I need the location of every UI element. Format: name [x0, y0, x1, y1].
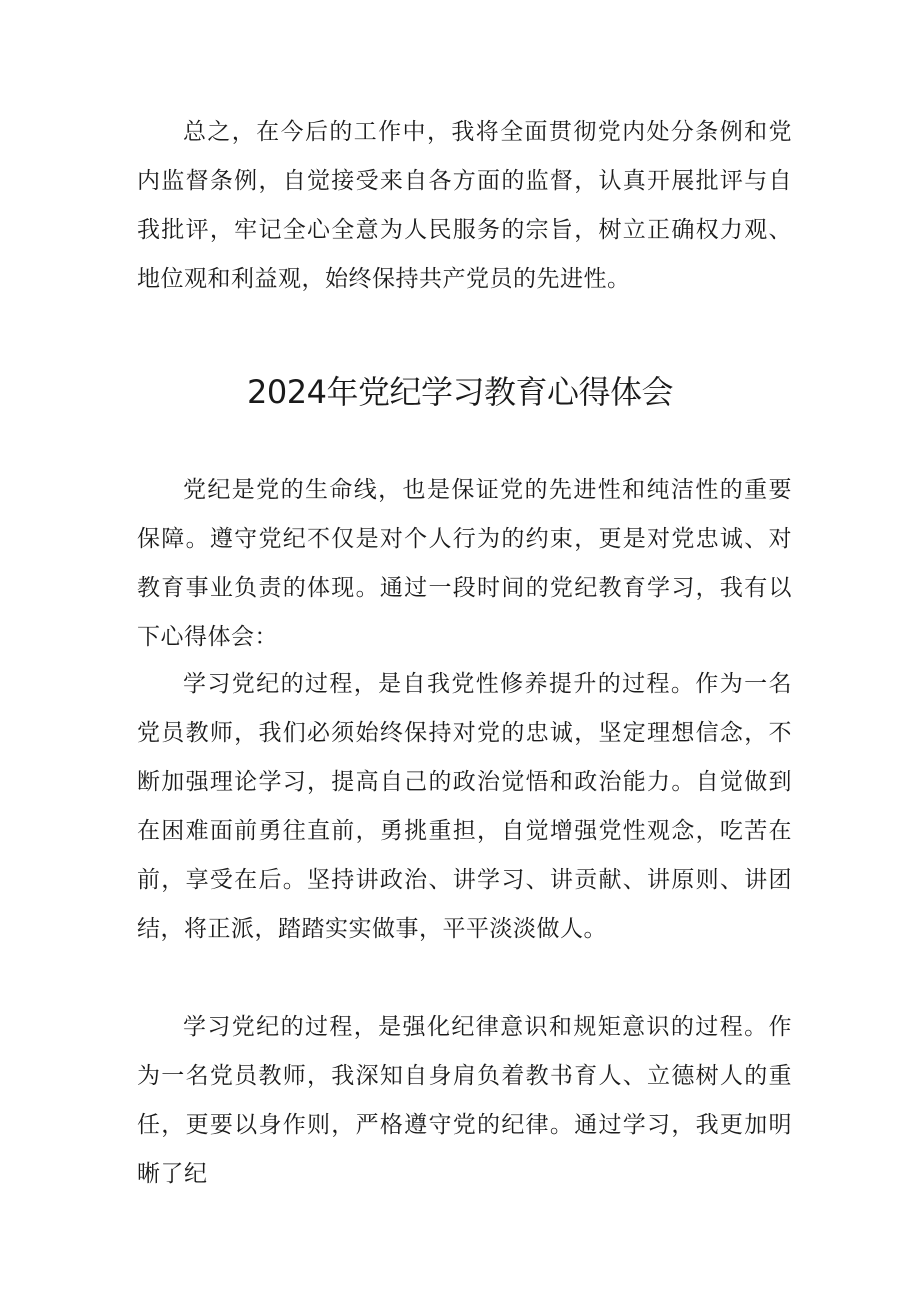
document-title: 2024年党纪学习教育心得体会	[247, 373, 673, 411]
body-paragraph-3: 学习党纪的过程，是强化纪律意识和规矩意识的过程。作为一名党员教师，我深知自身肩负着教书育人、立德树人的重任，更要以身作则，严格遵守党的纪律。通过学习，我更加明晰了纪	[137, 1014, 792, 1187]
intro-paragraph: 总之，在今后的工作中，我将全面贯彻党内处分条例和党内监督条例，自觉接受来自各方面的监督，认真开展批评与自我批评，牢记全心全意为人民服务的宗旨，树立正确权力观、地位观和利益观，始终保持共产党员的先进性。	[137, 119, 792, 292]
body-paragraph-1: 党纪是党的生命线，也是保证党的先进性和纯洁性的重要保障。遵守党纪不仅是对个人行为的约束，更是对党忠诚、对教育事业负责的体现。通过一段时间的党纪教育学习，我有以下心得体会：	[137, 477, 792, 650]
body-paragraph-2: 学习党纪的过程，是自我党性修养提升的过程。作为一名党员教师，我们必须始终保持对党的忠诚，坚定理想信念，不断加强理论学习，提高自己的政治觉悟和政治能力。自觉做到在困难面前勇往直前，勇挑重担，自觉增强党性观念，吃苦在前，享受在后。坚持讲政治、讲学习、讲贡献、讲原则、讲团结，将正派，踏踏实实做事，平平淡淡做人。	[137, 671, 792, 942]
